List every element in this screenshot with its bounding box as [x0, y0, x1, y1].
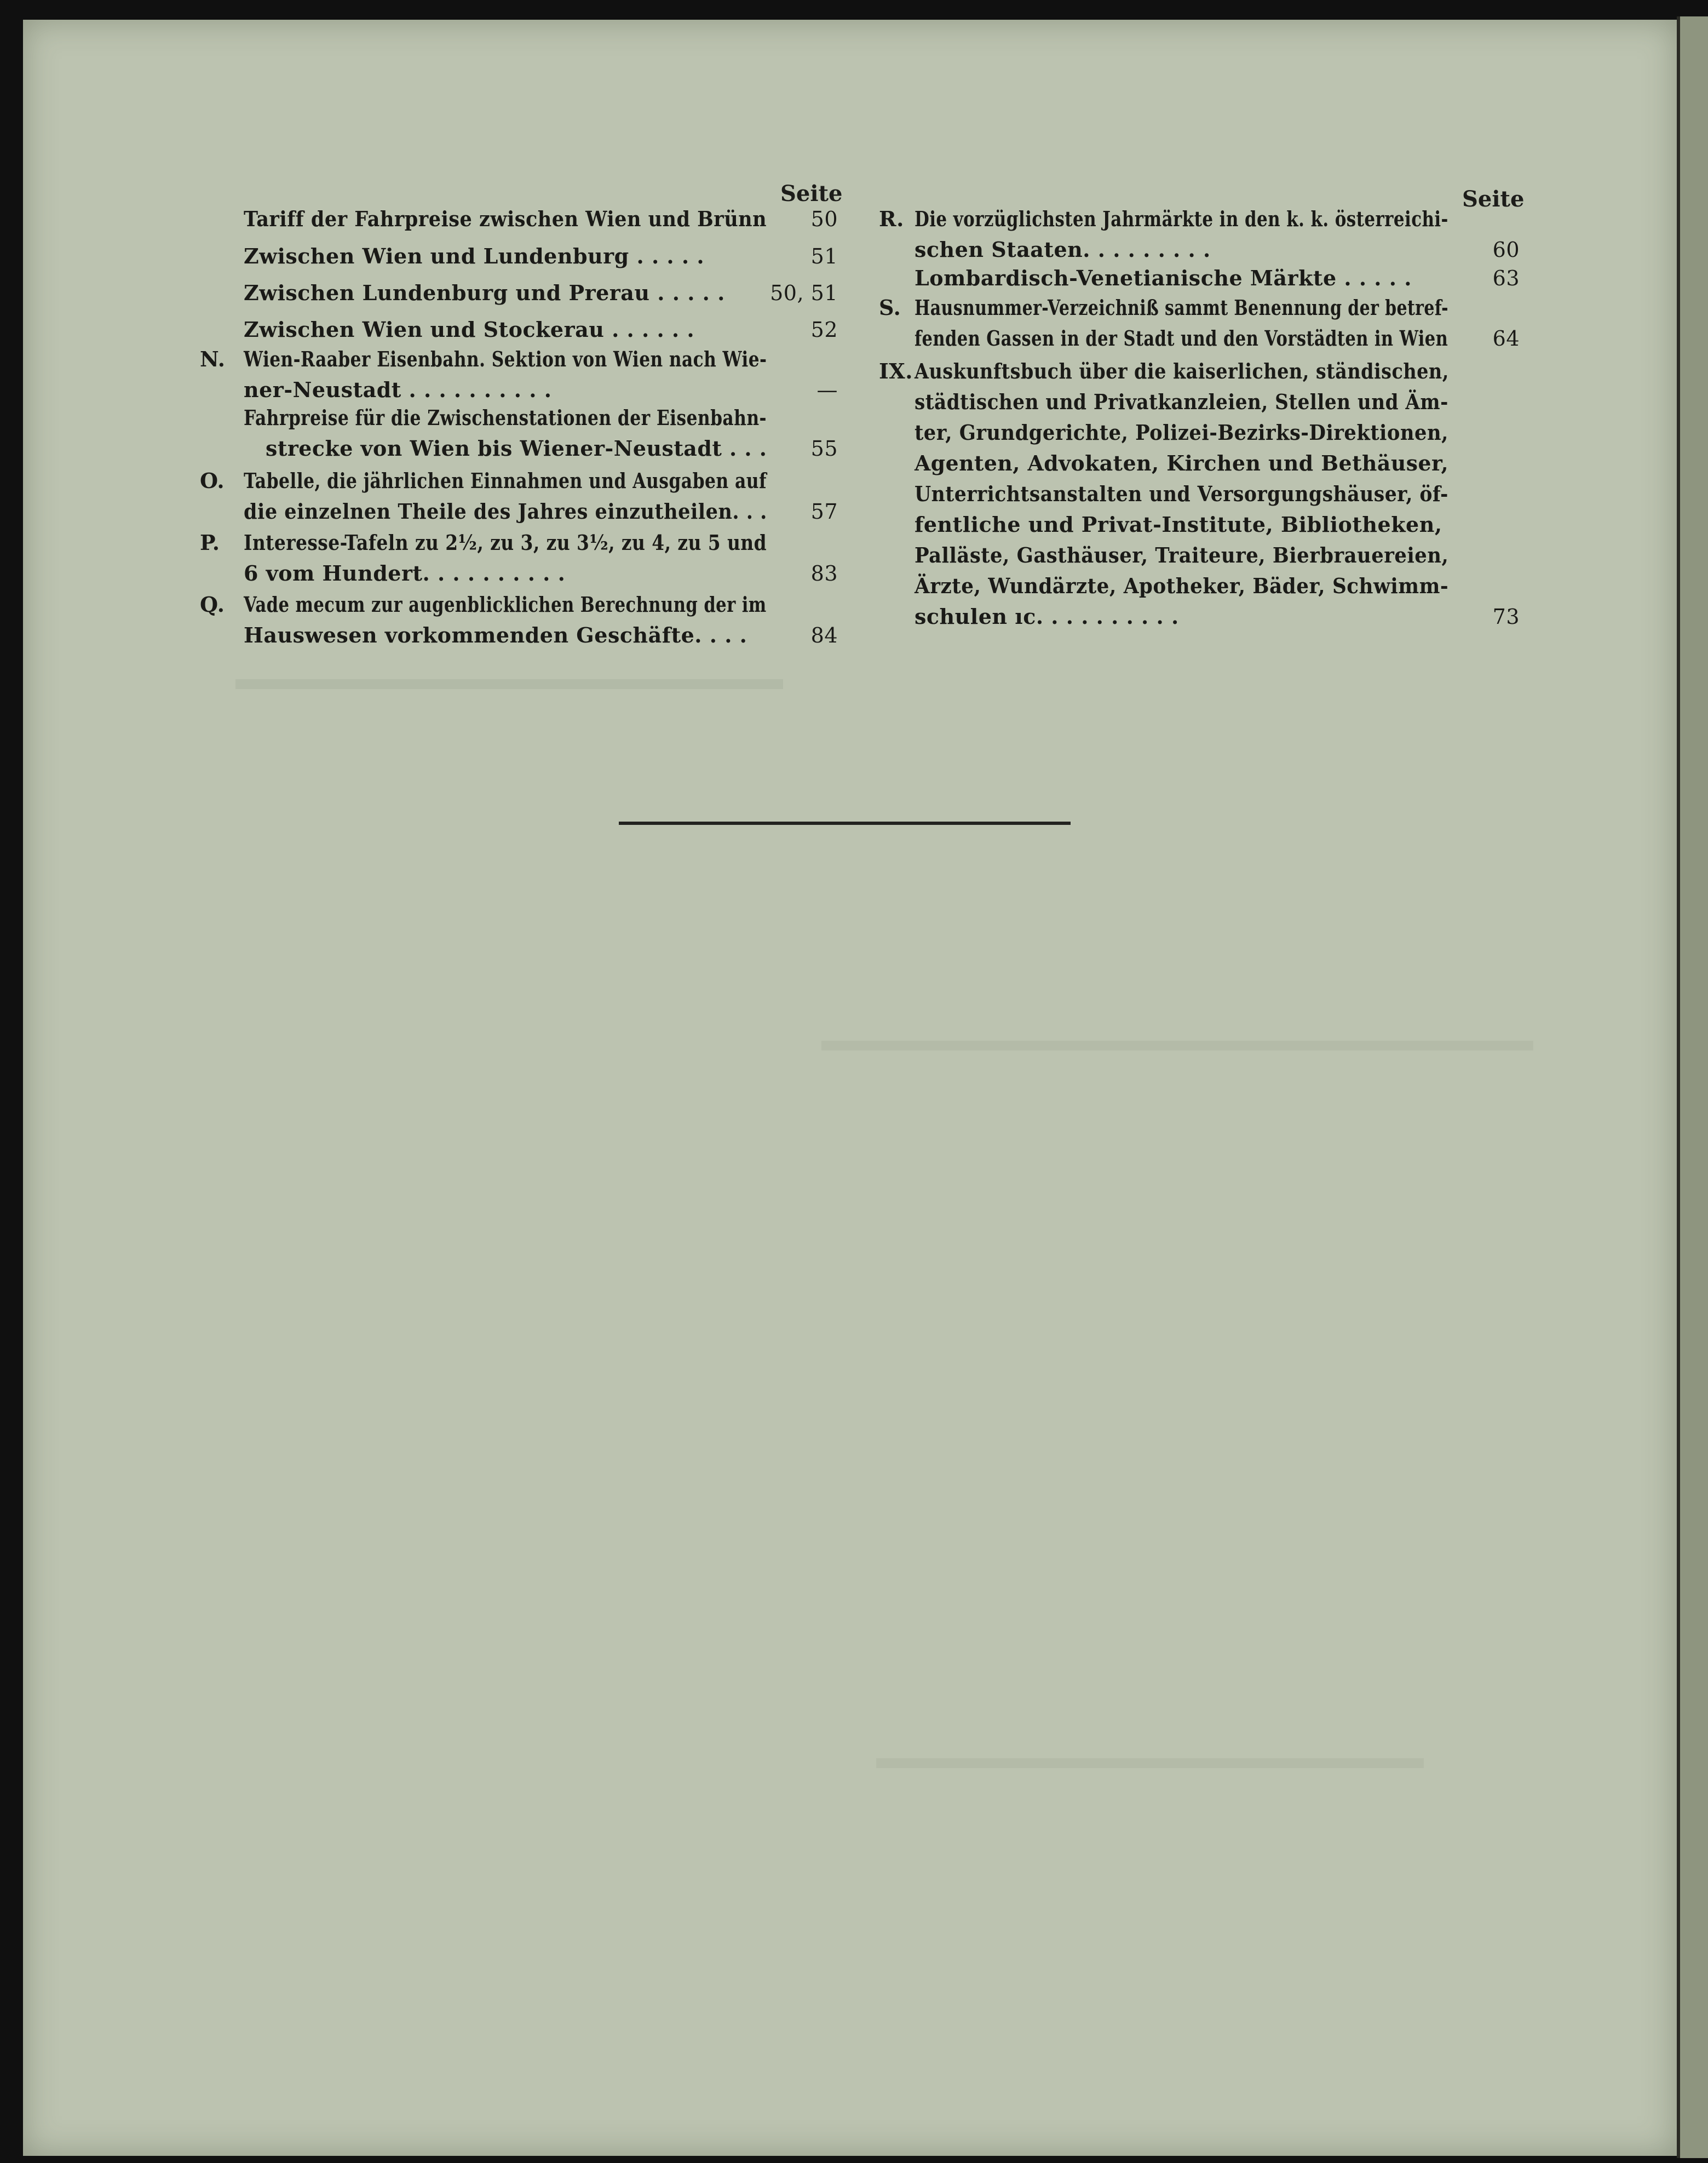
left-entry-page-number: 50, 51 [770, 281, 838, 305]
left-entry-page-number: 55 [810, 437, 838, 461]
left-entry [200, 344, 838, 405]
right-entry-page-number: 73 [1492, 605, 1520, 629]
right-entry [879, 292, 1520, 354]
left-entry-page-number: 50 [810, 207, 838, 231]
left-entry-page-number: — [816, 378, 838, 402]
right-entry-line: Hausnummer-Verzeichniß sammt Benennung der betref- [915, 295, 1448, 320]
left-entry [200, 466, 838, 527]
page-edge [1677, 16, 1708, 2158]
left-entry-line: Zwischen Wien und Stockerau . . . . . . [244, 317, 695, 342]
left-entry [200, 204, 838, 234]
left-entry [200, 527, 838, 589]
right-entry-line: Ärzte, Wundärzte, Apotheker, Bäder, Schwimm- [915, 573, 1449, 598]
right-seite-label: Seite [1462, 186, 1525, 212]
right-entry-line: städtischen und Privatkanzleien, Stellen und Äm- [915, 389, 1448, 414]
right-entry-line: Agenten, Advokaten, Kirchen und Bethäuser, [915, 451, 1449, 475]
left-entry-line: Interesse-Tafeln zu 2½, zu 3, zu 3½, zu 4, zu 5 und [244, 530, 767, 555]
right-entry [879, 263, 1520, 294]
left-entry [200, 241, 838, 272]
left-entry [200, 589, 838, 651]
right-entry-letter: R. [879, 206, 904, 231]
left-entry-letter: N. [200, 347, 226, 371]
right-entry-page-number: 64 [1492, 326, 1520, 351]
right-entry-line: fentliche und Privat-Institute, Bibliotheken, [915, 512, 1442, 537]
right-entry-line: Die vorzüglichsten Jahrmärkte in den k. k. österreichi- [915, 206, 1448, 231]
bleed-through-shadow [876, 1758, 1424, 1768]
right-entry-page-number: 60 [1492, 238, 1520, 262]
left-entry-page-number: 57 [810, 500, 838, 524]
left-entry-page-number: 84 [810, 623, 838, 647]
left-entry-line: strecke von Wien bis Wiener-Neustadt . . . [266, 436, 767, 461]
right-entry-line: Palläste, Gasthäuser, Traiteure, Bierbrauereien, [915, 543, 1449, 567]
left-entry [200, 314, 838, 345]
left-entry-line: Tariff der Fahrpreise zwischen Wien und Brünn [244, 206, 767, 231]
left-entry-line: Zwischen Lundenburg und Prerau . . . . . [244, 280, 725, 305]
bleed-through-shadow [235, 679, 783, 689]
left-entry-letter: Q. [200, 592, 225, 617]
bleed-through-shadow [821, 1041, 1533, 1051]
left-entry [200, 278, 838, 308]
right-entry-letter: S. [879, 295, 901, 320]
right-entry-line: Unterrichtsanstalten und Versorgungshäuser, öf- [915, 481, 1448, 506]
left-entry-line: Zwischen Wien und Lundenburg . . . . . [244, 244, 705, 268]
left-entry-line: Tabelle, die jährlichen Einnahmen und Ausgaben auf [244, 468, 767, 493]
left-entry-line: Hauswesen vorkommenden Geschäfte. . . . [244, 623, 747, 647]
left-entry-page-number: 83 [810, 561, 838, 586]
right-entry-line: fenden Gassen in der Stadt und den Vorstädten in Wien [915, 326, 1448, 351]
right-entry-line: Auskunftsbuch über die kaiserlichen, ständischen, [915, 359, 1449, 383]
left-entry-line: Wien-Raaber Eisenbahn. Sektion von Wien nach Wie- [244, 347, 767, 371]
right-entry-letter: IX. [879, 359, 913, 383]
left-entry-line: 6 vom Hundert. . . . . . . . . . [244, 561, 566, 586]
left-entry-line: Fahrpreise für die Zwischenstationen der Eisenbahn- [244, 405, 767, 430]
left-seite-label: Seite [780, 181, 843, 206]
right-entry-line: schulen ıc. . . . . . . . . . [915, 604, 1179, 629]
left-entry-page-number: 51 [810, 244, 838, 268]
right-entry-line: ter, Grundgerichte, Polizei-Bezirks-Direktionen, [915, 420, 1448, 445]
left-entry-line: die einzelnen Theile des Jahres einzutheilen. . . [244, 499, 767, 524]
left-entry-letter: P. [200, 530, 220, 555]
left-entry-line: ner-Neustadt . . . . . . . . . . [244, 377, 552, 402]
left-entry [200, 403, 838, 464]
section-divider-rule [619, 822, 1071, 825]
left-entry-line: Vade mecum zur augenblicklichen Berechnung der im [244, 592, 767, 617]
right-entry [879, 204, 1520, 265]
left-entry-page-number: 52 [810, 318, 838, 342]
right-entry-line: schen Staaten. . . . . . . . . [915, 237, 1211, 262]
left-entry-letter: O. [200, 468, 225, 493]
right-entry [879, 356, 1520, 632]
right-entry-line: Lombardisch-Venetianische Märkte . . . . . [915, 266, 1412, 290]
right-entry-page-number: 63 [1492, 266, 1520, 290]
